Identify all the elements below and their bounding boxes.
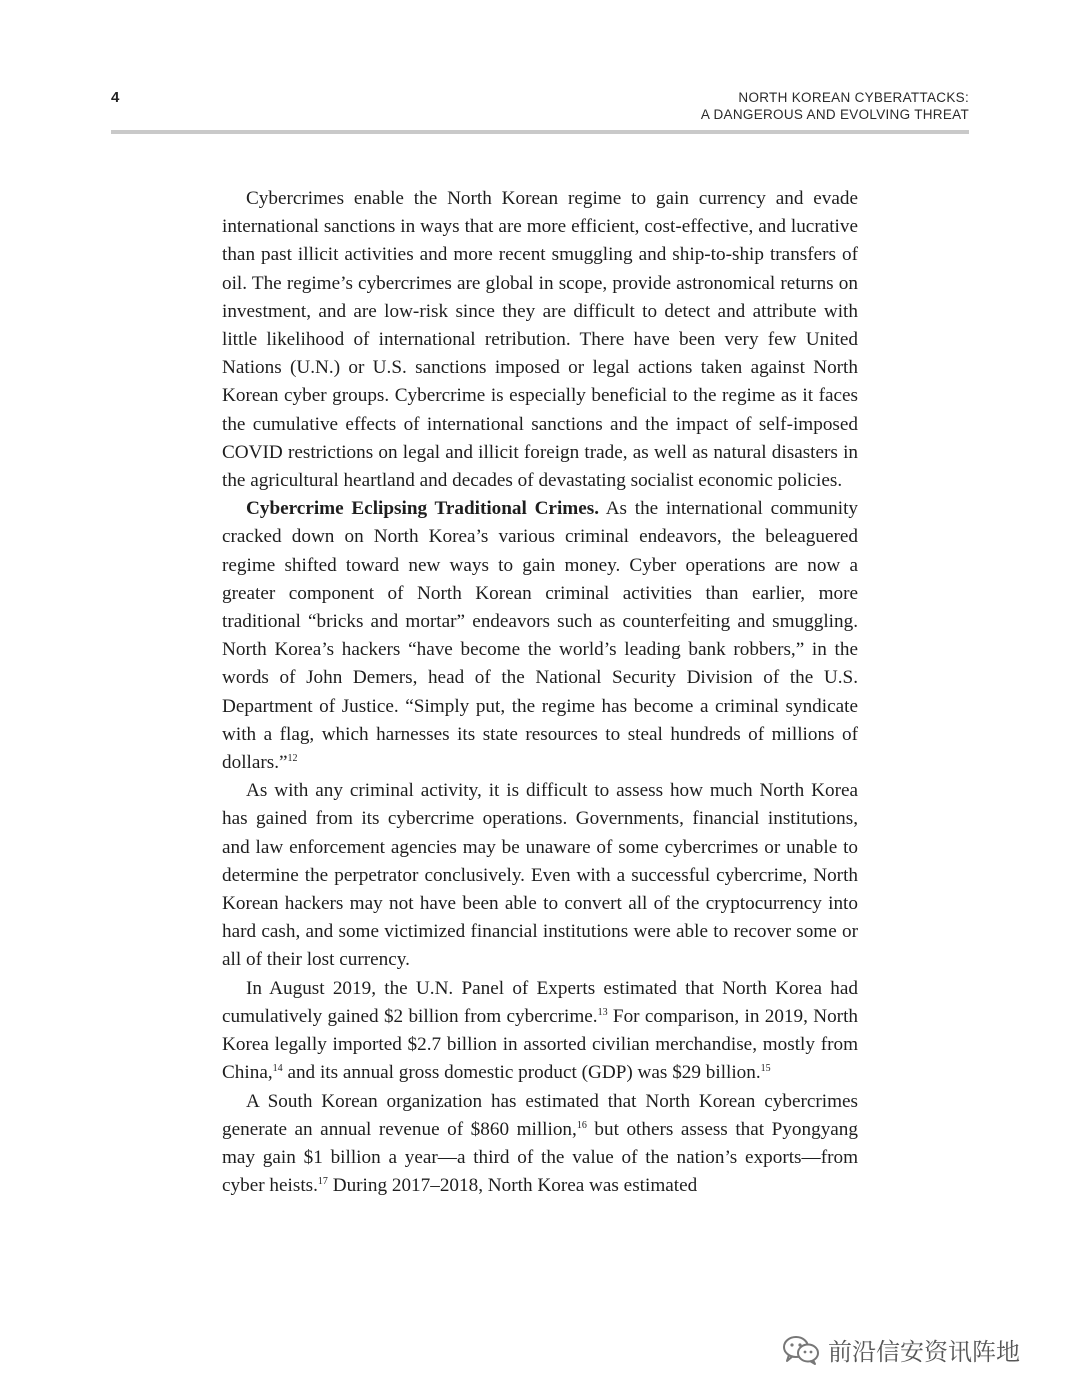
footnote-ref: 12 xyxy=(287,753,298,765)
article-body xyxy=(222,185,858,1200)
paragraph-4 xyxy=(222,975,858,1088)
paragraph-3: As with any criminal activity, it is difficult to assess how much North Korea has gained from its cybercrime operations. Governments, financial institutions, and law enforcement agencies may be unaware of some cybercrimes or unable to determine the perpetrator conclusively. Even with a successful cybercrime, North Korean hackers may not have been able to convert all of the cryptocurrency into hard cash, and some victimized financial institutions were able to recover some or all of their lost currency. xyxy=(222,780,858,971)
running-head-line-2: A DANGEROUS AND EVOLVING THREAT xyxy=(700,107,969,122)
wechat-icon xyxy=(782,1334,820,1366)
footnote-ref: 16 xyxy=(576,1119,587,1131)
running-head xyxy=(701,89,969,123)
section-lead-heading: Cybercrime Eclipsing Traditional Crimes. xyxy=(246,498,600,520)
paragraph-4-text-a: In August 2019, the U.N. Panel of Experts estimated that North Korea had cumulatively gained $2 billion from cybercrime. xyxy=(222,977,858,1027)
paragraph-4-text-b: For comparison, in 2019, North Korea legally imported $2.7 billion in assorted civilian merchandise, mostly from China, xyxy=(222,1005,858,1084)
paragraph-5 xyxy=(222,1088,858,1201)
paragraph-5-text-a: A South Korean organization has estimated that North Korean cybercrimes generate an annual revenue of $860 million, xyxy=(222,1090,858,1140)
running-head-line-1: NORTH KOREAN CYBERATTACKS: xyxy=(738,90,969,105)
paragraph-5-text-c: During 2017–2018, North Korea was estimated xyxy=(327,1175,698,1197)
paragraph-1: Cybercrimes enable the North Korean regime to gain currency and evade international sanctions in ways that are more efficient, cost-effective, and lucrative than past illicit activities and more recent smuggling and ship-to-ship transfers of oil. The regime’s cybercrimes are global in scope, provide astronomical returns on investment, and are low-risk since they are difficult to detect and attribute with little likelihood of international retribution. There have been very few United Nations (U.N.) or U.S. sanctions imposed or legal actions taken against North Korean cyber groups. Cybercrime is especially beneficial to the regime as it faces the cumulative effects of international sanctions and the impact of self-imposed COVID restrictions on legal and illicit foreign trade, as well as natural disasters in the agricultural heartland and decades of devastating socialist economic policies. xyxy=(222,188,858,492)
paragraph-2-text: As the international community cracked down on North Korea’s various criminal endeavors, the beleaguered regime shifted toward new ways to gain money. Cyber operations are now a greater component of North Korean criminal activities than earlier, more traditional “bricks and mortar” endeavors such as counterfeiting and smuggling. North Korea’s hackers “have become the world’s leading bank robbers,” in the words of John Demers, head of the National Security Division of the U.S. Department of Justice. “Simply put, the regime has become a criminal syndicate with a flag, which harnesses its state resources to steal hundreds of millions of dollars.” xyxy=(222,498,858,774)
footnote-ref: 15 xyxy=(760,1063,771,1075)
page-number: 4 xyxy=(111,89,120,106)
watermark xyxy=(782,1332,1020,1367)
footnote-ref: 13 xyxy=(597,1006,608,1018)
header-divider xyxy=(111,130,969,134)
footnote-ref: 17 xyxy=(317,1176,328,1188)
paragraph-2 xyxy=(222,495,858,777)
footnote-ref: 14 xyxy=(272,1063,283,1075)
paragraph-5-text-b: but others assess that Pyongyang may gain $1 billion a year—a third of the value of the nation’s exports—from cyber heists. xyxy=(222,1118,858,1197)
paragraph-4-text-c: and its annual gross domestic product (GDP) was $29 billion. xyxy=(282,1062,761,1084)
watermark-text: 前沿信安资讯阵地 xyxy=(828,1338,1020,1366)
